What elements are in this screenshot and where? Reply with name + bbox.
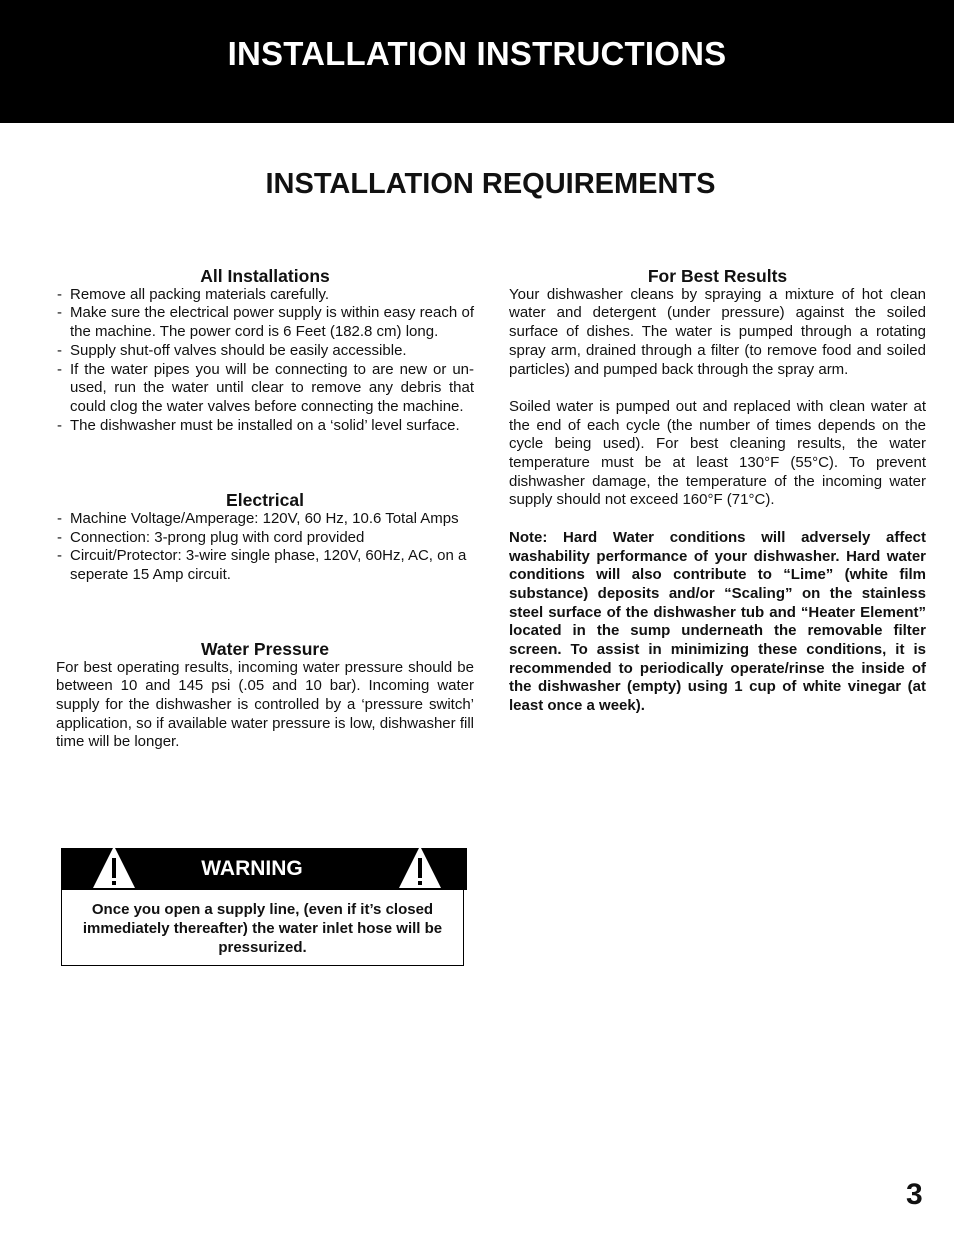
electrical-section [56,491,474,585]
list-item: - The dishwasher must be installed on a ‘solid’ level surface. [56,417,474,436]
page-number: 3 [906,1178,923,1211]
left-column [56,267,474,752]
header-banner [0,0,954,123]
best-results-heading: For Best Results [647,266,788,286]
electrical-list [56,510,474,585]
water-pressure-text: For best operating results, incoming water pressure should be between 10 and 145 psi (.05 and 10 bar). Incoming water supply for the dishwasher is controlled by a ‘pressure switch’ application, so if available water pressure is low, dishwasher fill time will be longer. [56,658,474,751]
best-results-paragraph-1: Your dishwasher cleans by spraying a mixture of hot clean water and detergent (under pressure) against the soiled surface of dishes. The water is pumped through a rotating spray arm, drained through a filter (to remove food and soiled particles) and pumped back through the spray arm. [509,285,926,378]
warning-triangle-icon [91,844,137,890]
warning-triangle-icon [397,844,443,890]
water-pressure-heading: Water Pressure [201,638,329,659]
list-item: - Circuit/Protector: 3-wire single phase, 120V, 60Hz, AC, on a seperate 15 Amp circuit. [56,547,474,584]
page-title: INSTALLATION INSTRUCTIONS [227,34,727,72]
electrical-heading: Electrical [226,490,304,511]
section-title: INSTALLATION REQUIREMENTS [265,168,716,200]
best-results-paragraph-2: Soiled water is pumped out and replaced with clean water at the end of each cycle (the number of times depends on the cycle being used). For best cleaning results, the water temperature must be at least 130°F (55°C). To prevent dishwasher damage, the temperature of the incoming water supply should not exceed 160°F (71°C). [509,397,926,509]
water-pressure-section [56,640,474,752]
warning-text: Once you open a supply line, (even if it’s closed immediately thereafter) the water inlet hose will be pressurized. [82,901,443,956]
all-installations-section [56,267,474,435]
list-item: - Machine Voltage/Amperage: 120V, 60 Hz, 10.6 Total Amps [56,510,474,529]
all-installations-list [56,286,474,436]
all-installations-heading: All Installations [200,266,330,286]
hard-water-note: Note: Hard Water conditions will adversely affect washability performance of your dishwasher. Hard water conditions will also contribute to “Lime” (white film substance) deposits and/or “Scaling” on the stainless steel surface of the dishwasher tub and “Heater Element” located in the sump underneath the removable filter screen. To assist in minimizing these conditions, it is recommended to periodically operate/rinse the inside of the dishwasher (empty) using 1 cup of white vinegar (at least once a week). [509,528,926,715]
warning-header [61,848,467,890]
list-item: - Supply shut-off valves should be easily accessible. [56,342,474,361]
warning-label: WARNING [201,857,303,880]
list-item: - Make sure the electrical power supply is within easy reach of the machine. The power cord is 6 Feet (182.8 cm) long. [56,304,474,341]
list-item: - Connection: 3-prong plug with cord provided [56,529,474,548]
list-item: - If the water pipes you will be connecting to are new or un-used, run the water until clear to remove any debris that could clog the water valves before connecting the machine. [56,361,474,417]
list-item: - Remove all packing materials carefully. [56,286,474,305]
warning-box [61,848,464,966]
right-column [509,267,926,716]
